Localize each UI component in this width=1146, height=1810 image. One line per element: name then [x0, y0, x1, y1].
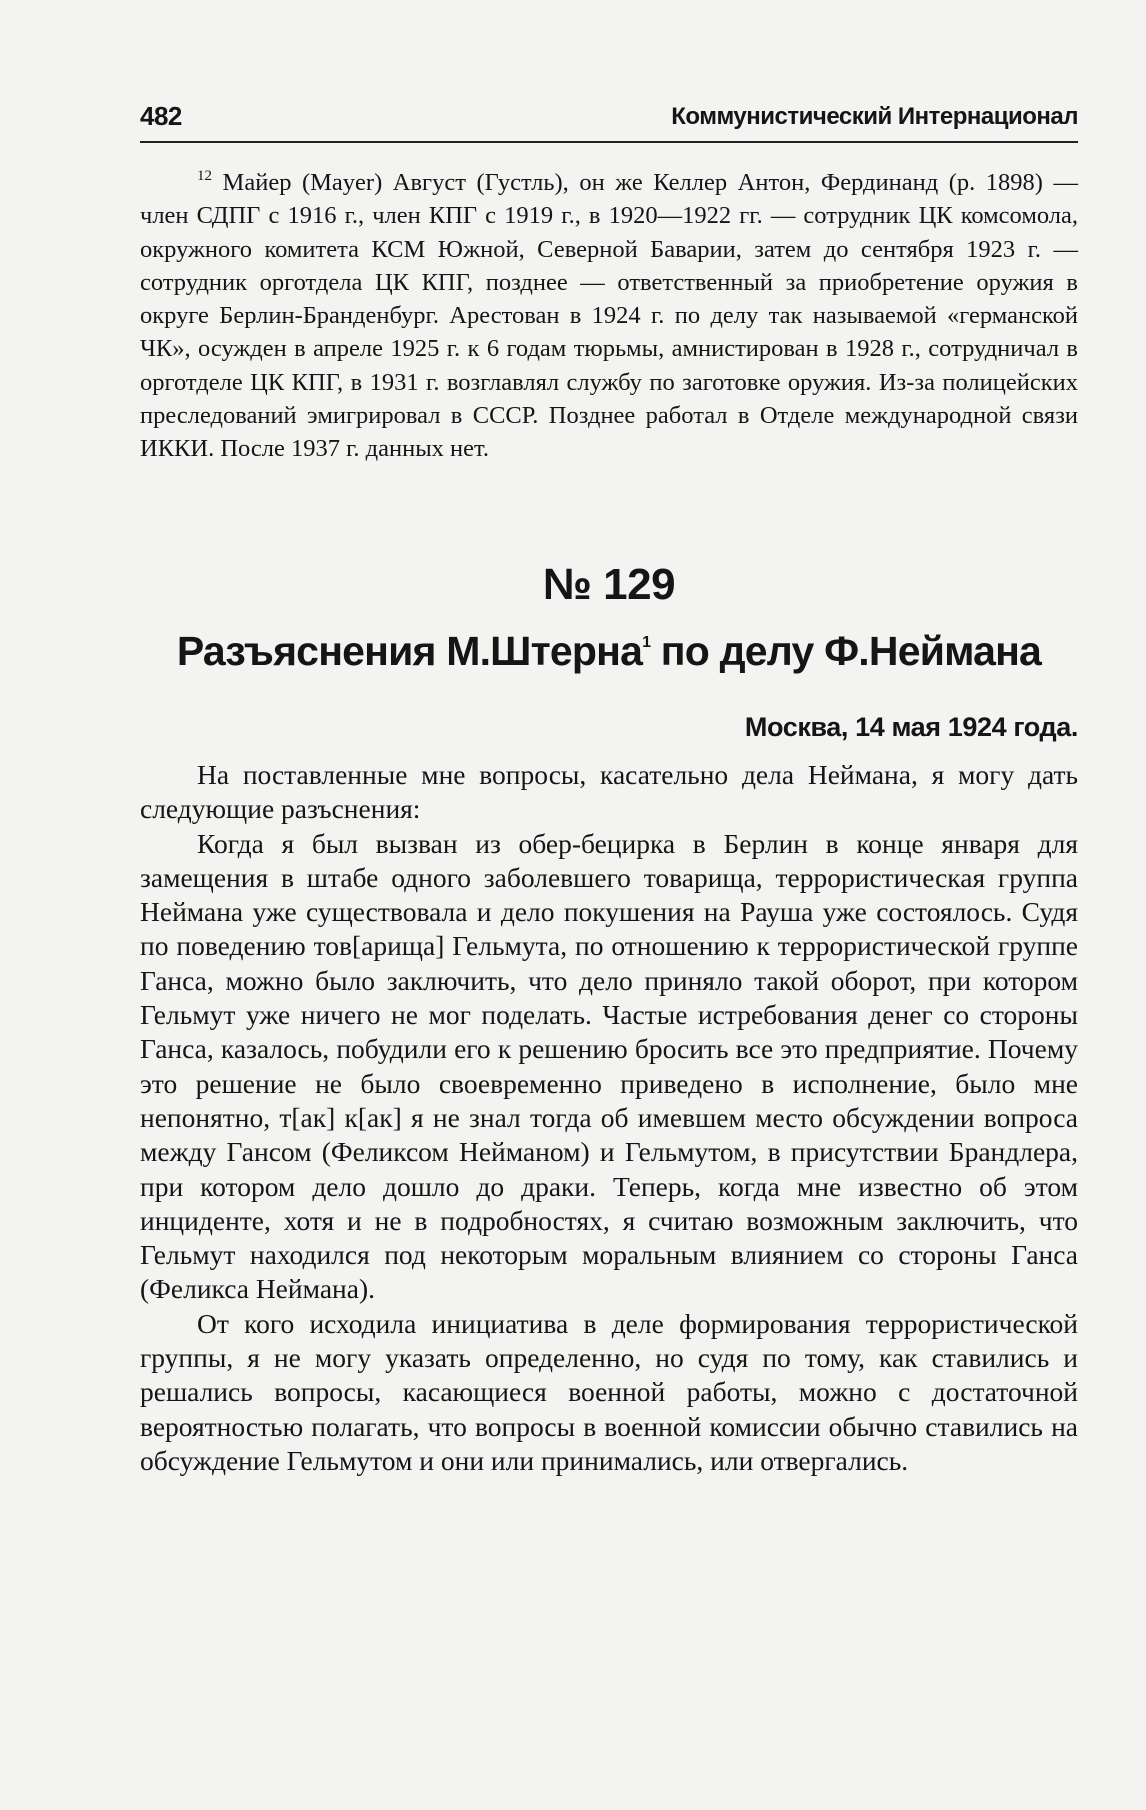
body-paragraph: Когда я был вызван из обер-бецирка в Берлин в конце января для замещения в штабе одного заболевшего товарища, террористическая группа Неймана уже существовала и дело покушения на Рауша уже состоялось. Судя по поведению тов[арища] Гельмута, по отношению к террористической группе Ганса, можно было заключить, что дело приняло такой оборот, при котором Гельмут уже ничего не мог поделать. Частые истребования денег со стороны Ганса, казалось, побудили его к решению бросить все это предприятие. Почему это решение не было своевременно приведено в исполнение, было мне непонятно, т[ак] к[ак] я не знал тогда об имевшем место обсуждении вопроса между Гансом (Феликсом Нейманом) и Гельмутом, в присутствии Брандлера, при котором дело дошло до драки. Теперь, когда мне известно об этом инциденте, хотя и не в подробностях, я считаю возможным заключить, что Гельмут находился под некоторым моральным влиянием со стороны Ганса (Феликса Неймана). [140, 827, 1078, 1305]
document-title [140, 628, 1078, 675]
place-and-date: Москва, 14 мая 1924 года. [744, 712, 1078, 742]
body-paragraph: На поставленные мне вопросы, касательно дела Неймана, я могу дать следующие разъснения: [140, 759, 1078, 825]
body-paragraph: От кого исходила инициатива в деле формирования террористической группы, я не могу указать определенно, но судя по тому, как ставились и решались вопросы, касающиеся военной работы, можно с достаточной вероятностью полагать, что вопросы в военной комиссии обычно ставились на обсуждение Гельмутом и они или принимались, или отвергались. [140, 1307, 1078, 1476]
title-text-after: по делу Ф.Неймана [650, 628, 1042, 674]
footnote [140, 166, 1078, 466]
title-footnote-marker: 1 [642, 634, 651, 651]
page-header [140, 101, 1078, 143]
document-number: № 129 [542, 560, 676, 609]
document-body [140, 758, 1078, 1478]
running-title: Коммунистический Интернационал [671, 103, 1078, 130]
page-number: 482 [140, 101, 182, 131]
footnote-text: Майер (Mayer) Август (Густль), он же Келлер Антон, Фердинанд (р. 1898) — член СДПГ с 1916 г., член КПГ с 1919 г., в 1920—1922 гг. — сотрудник ЦК комсомола, окружного комитета КСМ Южной, Северной Баварии, затем до сентября 1923 г. — сотрудник орготдела ЦК КПГ, позднее — ответственный за приобретение оружия в округе Берлин-Бранденбург. Арестован в 1924 г. по делу так называемой «германской ЧК», осужден в апреле 1925 г. к 6 годам тюрьмы, амнистирован в 1928 г., сотрудничал в орготделе ЦК КПГ, в 1931 г. возглавлял службу по заготовке оружия. Из-за полицейских преследований эмигрировал в СССР. Позднее работал в Отделе международной связи ИККИ. После 1937 г. данных нет. [140, 169, 1078, 463]
footnote-marker: 12 [197, 168, 212, 184]
title-text-before: Разъяснения М.Штерна [176, 628, 643, 674]
